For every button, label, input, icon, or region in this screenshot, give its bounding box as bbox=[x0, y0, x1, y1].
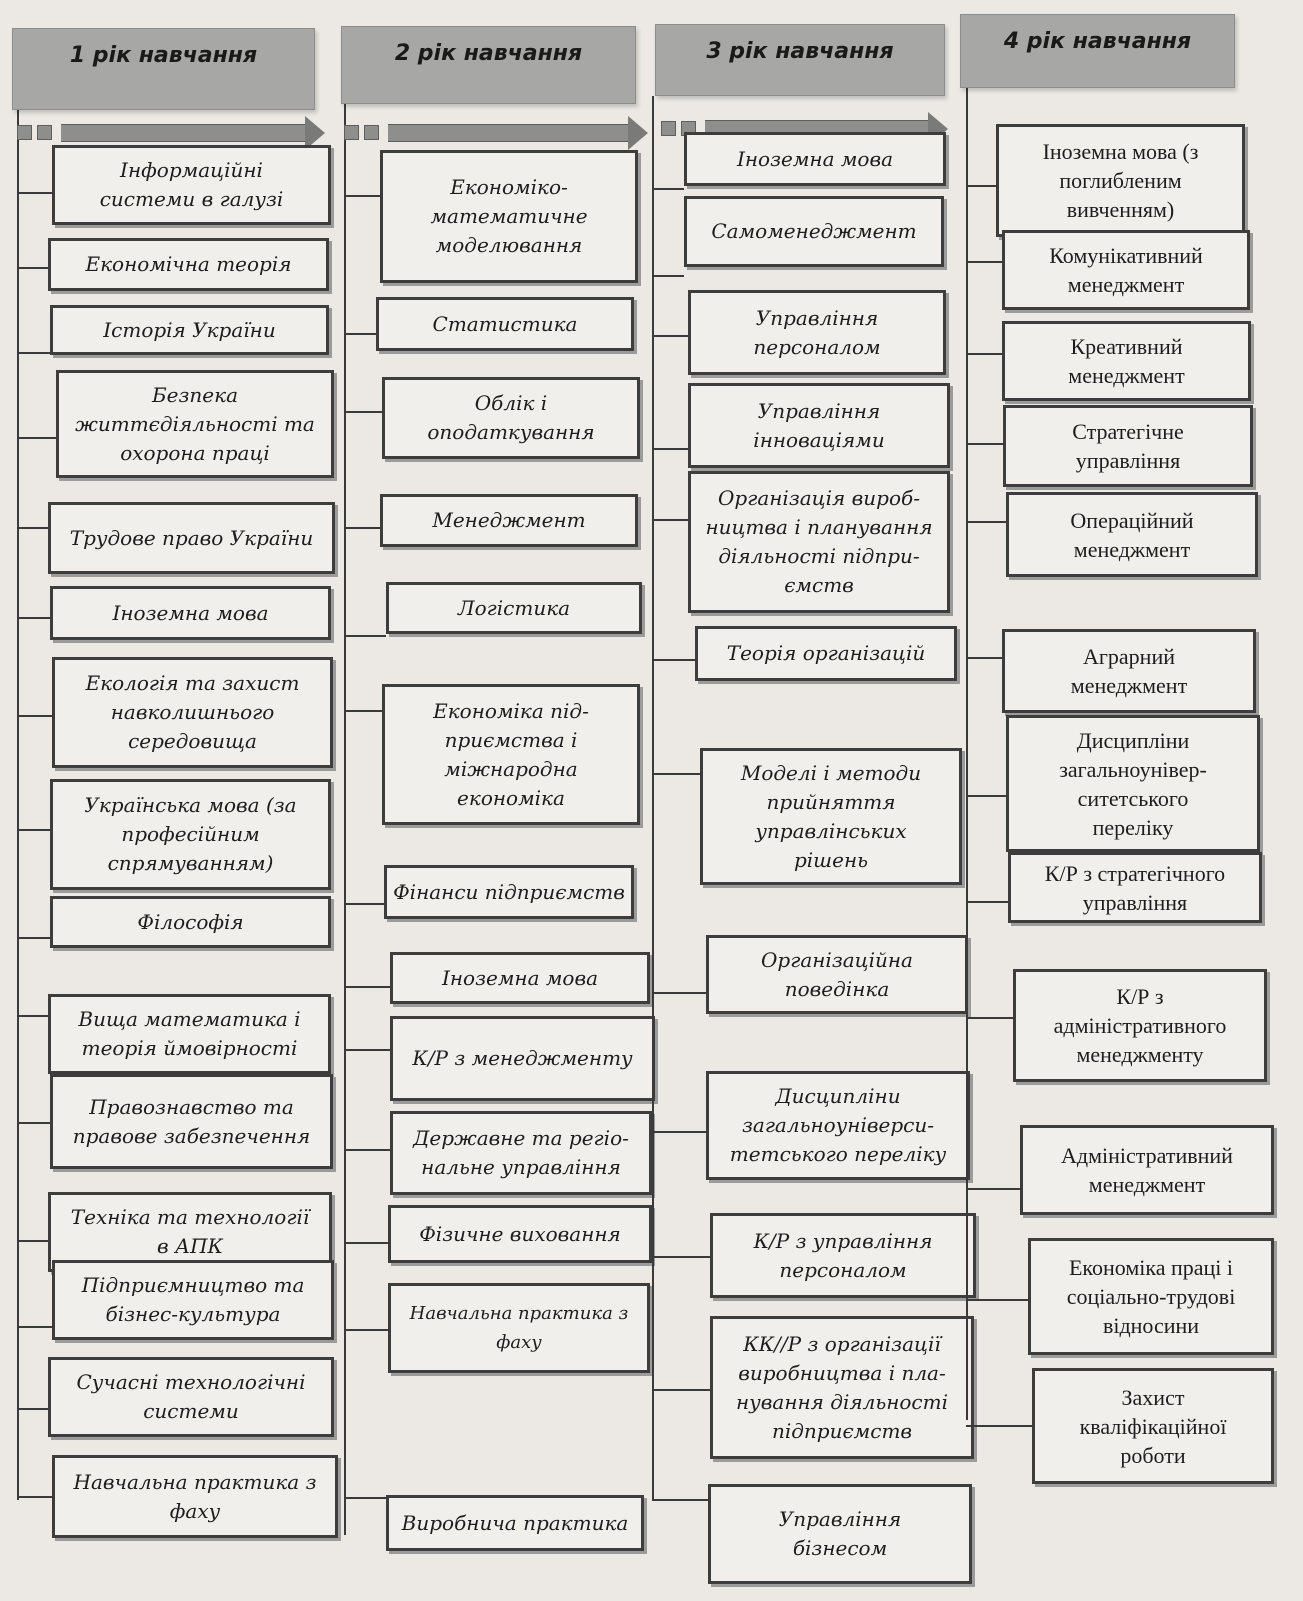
course-box bbox=[695, 626, 957, 681]
connector-1-12 bbox=[17, 1240, 48, 1242]
connector-1-13 bbox=[17, 1326, 52, 1328]
course-label: Економіко- математичне моделювання bbox=[430, 175, 588, 257]
course-box bbox=[50, 896, 331, 948]
connector-3-1 bbox=[652, 188, 684, 190]
course-label: К/Р з управління персоналом bbox=[753, 1228, 933, 1282]
connector-4-11 bbox=[966, 1299, 1028, 1301]
course-label: Виробнича практика bbox=[401, 1510, 629, 1535]
connector-2-8 bbox=[344, 986, 390, 988]
connector-2-3 bbox=[344, 411, 382, 413]
course-box bbox=[1013, 969, 1267, 1082]
column-header-2: 2 рік навчання bbox=[341, 26, 636, 104]
course-box bbox=[50, 586, 331, 640]
connector-3-3 bbox=[652, 335, 688, 337]
course-box bbox=[688, 290, 946, 375]
connector-4-5 bbox=[966, 521, 1006, 523]
course-box bbox=[48, 238, 329, 291]
course-label: Трудове право України bbox=[69, 525, 314, 550]
course-label: Фізичне виховання bbox=[419, 1221, 621, 1246]
course-box bbox=[1006, 715, 1260, 852]
course-box bbox=[380, 150, 638, 283]
arrow-square-2-a bbox=[344, 125, 359, 140]
connector-1-11 bbox=[17, 1122, 50, 1124]
column-spine-3 bbox=[652, 96, 654, 1501]
connector-1-8 bbox=[17, 829, 50, 831]
course-box bbox=[382, 684, 640, 825]
course-box bbox=[384, 865, 634, 919]
course-label: Управління інноваціями bbox=[753, 398, 885, 452]
connector-1-7 bbox=[17, 715, 52, 717]
course-label: Організація вироб- ництва і планування діяльності підпри- ємств bbox=[705, 486, 933, 597]
arrow-square-1-a bbox=[17, 125, 32, 140]
column-header-4: 4 рік навчання bbox=[960, 14, 1235, 88]
course-label: Управління персоналом bbox=[753, 305, 881, 359]
connector-2-1 bbox=[344, 195, 380, 197]
course-label: Дисципліни загальноуніверси- тетського переліку bbox=[729, 1084, 947, 1166]
arrow-square-2-b bbox=[364, 125, 379, 140]
course-box bbox=[52, 657, 333, 768]
course-label: Управління бізнесом bbox=[778, 1507, 902, 1560]
connector-1-3 bbox=[17, 352, 50, 354]
course-label: Статистика bbox=[432, 311, 578, 336]
course-label: Іноземна мова bbox=[112, 600, 269, 625]
course-label: Комунікативний менеджмент bbox=[1049, 243, 1203, 297]
course-box bbox=[1003, 405, 1253, 487]
course-box bbox=[56, 370, 334, 478]
course-label: Моделі і методи прийняття управлінських рішень bbox=[740, 760, 922, 872]
course-box bbox=[710, 1316, 974, 1459]
course-label: Іноземна мова bbox=[441, 965, 599, 990]
course-box bbox=[1032, 1368, 1274, 1484]
course-box bbox=[388, 1205, 652, 1263]
connector-3-2 bbox=[652, 275, 684, 277]
course-box bbox=[48, 502, 335, 574]
course-label: Екологія та захист навколишнього середовища bbox=[85, 671, 300, 753]
course-label: Історія України bbox=[103, 317, 276, 342]
connector-4-1 bbox=[966, 185, 996, 187]
arrow-body-2 bbox=[388, 124, 630, 142]
connector-4-4 bbox=[966, 443, 1003, 445]
course-box bbox=[388, 1283, 650, 1373]
course-label: Дисципліни загальноунівер- ситетського переліку bbox=[1059, 727, 1207, 840]
connector-3-7 bbox=[652, 773, 700, 775]
connector-4-7 bbox=[966, 795, 1006, 797]
course-label: Організаційна поведінка bbox=[761, 947, 913, 1001]
connector-2-2 bbox=[344, 333, 376, 335]
connector-3-8 bbox=[652, 992, 706, 994]
course-box bbox=[390, 952, 650, 1004]
connector-4-6 bbox=[966, 657, 1002, 659]
connector-2-9 bbox=[344, 1049, 390, 1051]
course-box bbox=[684, 196, 944, 267]
course-box bbox=[376, 297, 634, 351]
course-label: Теорія організацій bbox=[726, 641, 926, 665]
connector-3-10 bbox=[652, 1256, 710, 1258]
connector-2-6 bbox=[344, 710, 382, 712]
course-label: К/Р з стратегічного управління bbox=[1044, 860, 1226, 915]
course-label: Техніка та технології в АПК bbox=[70, 1205, 310, 1258]
course-label: К/Р з адміністративного менеджменту bbox=[1053, 984, 1227, 1067]
course-label: Економічна теорія bbox=[85, 252, 292, 276]
course-label: Сучасні технологічні системи bbox=[76, 1370, 306, 1423]
course-label: Економіка під- приємства і міжнародна економіка bbox=[433, 698, 589, 810]
course-box bbox=[684, 132, 946, 186]
course-label: Логістика bbox=[457, 595, 571, 620]
connector-4-10 bbox=[966, 1188, 1020, 1190]
arrow-head-2 bbox=[628, 116, 648, 150]
course-box bbox=[50, 305, 329, 355]
course-label: Адміністративний менеджмент bbox=[1061, 1143, 1233, 1197]
connector-1-9 bbox=[17, 937, 50, 939]
course-box bbox=[996, 124, 1245, 237]
connector-2-4 bbox=[344, 527, 380, 529]
column-spine-2 bbox=[344, 104, 346, 1535]
course-box bbox=[48, 1357, 334, 1437]
connector-4-2 bbox=[966, 261, 1002, 263]
connector-2-11 bbox=[344, 1242, 388, 1244]
course-box bbox=[382, 377, 640, 459]
connector-2-10 bbox=[344, 1149, 390, 1151]
connector-4-9 bbox=[966, 1017, 1013, 1019]
course-box bbox=[688, 383, 950, 468]
course-label: Іноземна мова bbox=[736, 146, 894, 171]
course-box bbox=[706, 1071, 970, 1180]
course-label: Менеджмент bbox=[432, 508, 586, 532]
course-box bbox=[390, 1016, 655, 1101]
course-label: Стратегічне управління bbox=[1072, 419, 1184, 473]
course-box bbox=[386, 582, 642, 634]
course-label: Іноземна мова (з поглибленим вивченням) bbox=[1042, 139, 1199, 222]
course-box bbox=[50, 779, 331, 890]
course-label: Аграрний менеджмент bbox=[1070, 644, 1188, 698]
connector-2-12 bbox=[344, 1329, 388, 1331]
course-box bbox=[706, 935, 968, 1014]
course-box bbox=[688, 471, 950, 613]
course-box bbox=[52, 1260, 334, 1340]
course-label: Операційний менеджмент bbox=[1070, 507, 1194, 562]
connector-1-14 bbox=[17, 1408, 48, 1410]
course-label: Філософія bbox=[137, 909, 244, 934]
arrow-body-1 bbox=[61, 124, 307, 142]
connector-1-5 bbox=[17, 527, 48, 529]
connector-2-7 bbox=[344, 903, 384, 905]
course-label: Українська мова (за професійним спрямуванням) bbox=[84, 793, 297, 875]
connector-4-12 bbox=[966, 1425, 1032, 1427]
connector-2-13 bbox=[344, 1497, 386, 1499]
course-label: Економіка праці і соціально-трудові відносини bbox=[1066, 1255, 1236, 1338]
connector-1-1 bbox=[17, 192, 52, 194]
course-label: Інформаційні системи в галузі bbox=[99, 158, 284, 211]
connector-4-8 bbox=[966, 901, 1008, 903]
course-label: Вища математика і теорія ймовірності bbox=[78, 1007, 301, 1060]
course-box bbox=[1020, 1125, 1274, 1215]
connector-3-6 bbox=[652, 659, 695, 661]
course-label: Самоменеджмент bbox=[711, 219, 917, 243]
connector-2-5 bbox=[344, 635, 386, 637]
course-label: Креативний менеджмент bbox=[1068, 334, 1185, 388]
course-box bbox=[1002, 230, 1250, 310]
course-label: Навчальна практика з фаху bbox=[409, 1303, 629, 1353]
arrow-square-1-b bbox=[37, 125, 52, 140]
course-label: Державне та регіо- нальне управління bbox=[413, 1126, 629, 1179]
connector-4-3 bbox=[966, 353, 1002, 355]
course-label: Фінанси підприємств bbox=[393, 879, 625, 904]
connector-1-10 bbox=[17, 1015, 48, 1017]
course-label: КК//Р з організації виробництва і пла- нування діяльності підприємств bbox=[735, 1331, 948, 1443]
course-label: Правознавство та правове забезпечення bbox=[72, 1094, 311, 1148]
connector-3-9 bbox=[652, 1131, 706, 1133]
course-box bbox=[1002, 321, 1251, 401]
course-label: Облік і оподаткування bbox=[427, 391, 595, 444]
column-header-1: 1 рік навчання bbox=[12, 28, 315, 110]
course-box bbox=[390, 1111, 652, 1195]
course-box bbox=[52, 1455, 338, 1538]
connector-1-2 bbox=[17, 267, 48, 269]
connector-3-4 bbox=[652, 448, 688, 450]
connector-1-4 bbox=[17, 437, 56, 439]
course-box bbox=[1028, 1238, 1274, 1355]
course-label: Навчальна практика з фаху bbox=[73, 1469, 317, 1523]
arrow-square-3-a bbox=[661, 121, 676, 136]
connector-3-5 bbox=[652, 519, 688, 521]
course-box bbox=[700, 748, 962, 885]
course-box bbox=[1006, 492, 1258, 577]
course-label: К/Р з менеджменту bbox=[412, 1046, 633, 1070]
course-box bbox=[386, 1495, 644, 1551]
course-label: Безпека життєдіяльності та охорона праці bbox=[75, 382, 315, 465]
column-header-3: 3 рік навчання bbox=[655, 24, 945, 96]
course-box bbox=[710, 1213, 976, 1298]
course-box bbox=[708, 1484, 972, 1584]
connector-3-11 bbox=[652, 1389, 710, 1391]
course-label: Захист кваліфікаційної роботи bbox=[1079, 1384, 1227, 1468]
course-box bbox=[380, 494, 638, 547]
course-label: Підприємництво та бізнес-культура bbox=[81, 1273, 305, 1326]
connector-1-15 bbox=[17, 1496, 52, 1498]
course-box bbox=[50, 1074, 333, 1169]
course-box bbox=[52, 145, 331, 225]
course-box bbox=[1008, 852, 1262, 923]
course-box bbox=[1002, 629, 1256, 713]
connector-1-6 bbox=[17, 617, 50, 619]
column-spine-1 bbox=[17, 110, 19, 1500]
connector-3-12 bbox=[652, 1499, 708, 1501]
course-box bbox=[48, 994, 331, 1074]
